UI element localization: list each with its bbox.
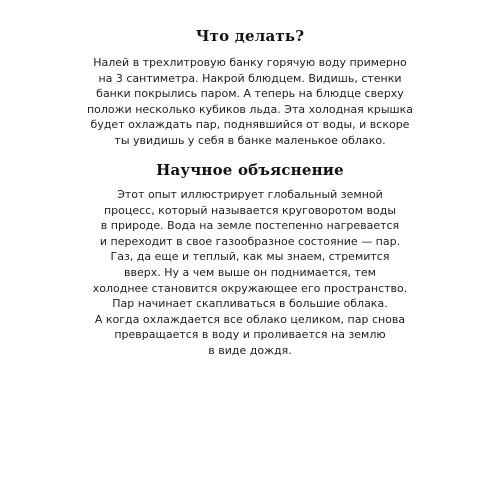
paragraph-line: вверх. Ну а чем выше он поднимается, тем	[124, 265, 376, 279]
paragraph-line: Налей в трехлитровую банку горячую воду примерно	[93, 56, 407, 69]
paragraph-line: Газ, да еще и теплый, как мы знаем, стремится	[110, 250, 390, 264]
section-heading-scientific-explanation: Научное объяснение	[156, 161, 344, 179]
paragraph-line: ты увидишь у себя в банке маленькое облако.	[114, 133, 386, 147]
section-heading-what-to-do: Что делать?	[195, 27, 305, 45]
paragraph-line: А когда охлаждается все облако целиком, пар снова	[94, 312, 406, 326]
paragraph-line: в виде дождя.	[208, 343, 292, 357]
paragraph-line: процесс, который называется круговоротом воды	[103, 203, 397, 217]
paragraph-line: в природе. Вода на земле постепенно нагревается	[100, 219, 400, 233]
paragraph-line: и переходит в свое газообразное состояние — пар.	[99, 234, 401, 248]
paragraph-line: положи несколько кубиков льда. Эта холодная крышка	[86, 102, 414, 116]
paragraph-line: превращается в воду и проливается на землю	[114, 328, 386, 342]
paragraph-line: Пар начинает скапливаться в большие облака.	[112, 297, 388, 311]
explanation-paragraph	[40, 187, 460, 359]
instructions-paragraph	[40, 55, 460, 149]
paragraph-line: будет охлаждать пар, поднявшийся от воды, и вскоре	[90, 118, 410, 132]
paragraph-line: банки покрылись паром. А теперь на блюдце сверху	[96, 87, 404, 101]
paragraph-line: холоднее становится окружающее его пространство.	[92, 281, 408, 295]
paragraph-line: Этот опыт иллюстрирует глобальный земной	[117, 188, 383, 201]
paragraph-line: на 3 сантиметра. Накрой блюдцем. Видишь, стенки	[98, 71, 402, 85]
